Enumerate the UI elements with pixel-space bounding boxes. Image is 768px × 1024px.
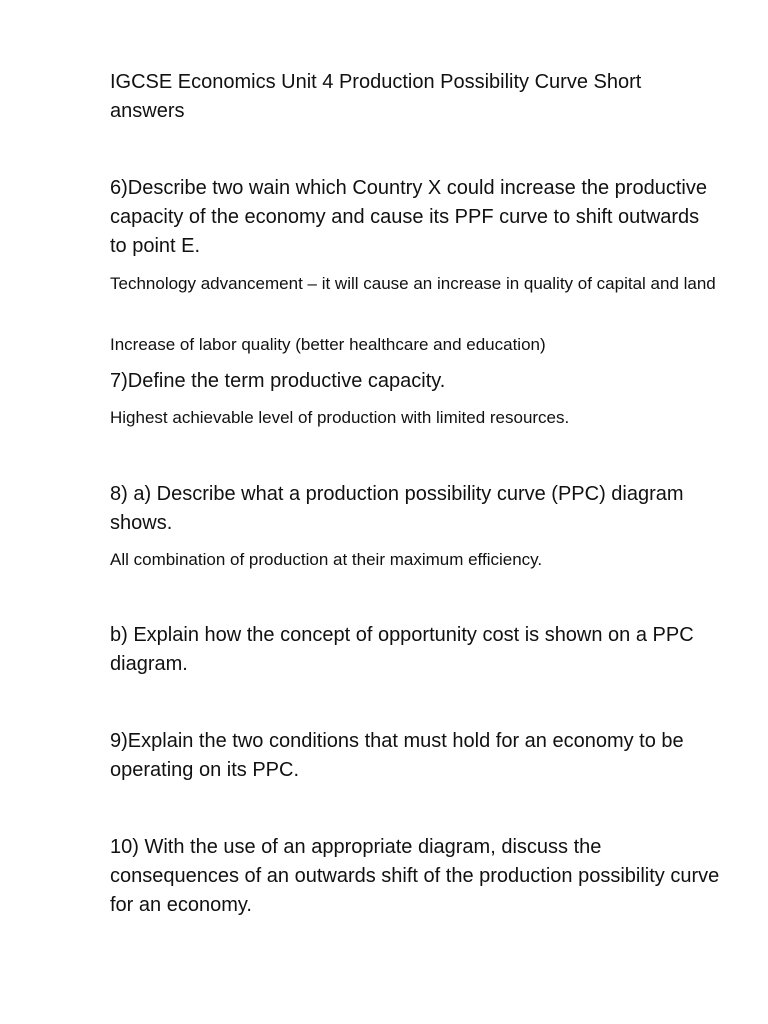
- answer-6-1: Technology advancement – it will cause an increase in quality of capital and land: [110, 274, 716, 293]
- question-9: 9)Explain the two conditions that must hold for an economy to be operating on its PPC.: [110, 730, 684, 781]
- answer-8a: All combination of production at their maximum efficiency.: [110, 550, 543, 569]
- question-6: 6)Describe two wain which Country X could increase the productive capacity of the economy and cause its PPF curve to shift outwards to point E.: [110, 177, 707, 257]
- question-7: 7)Define the term productive capacity.: [110, 370, 446, 392]
- question-10: 10) With the use of an appropriate diagram, discuss the consequences of an outwards shift of the production possibility curve for an economy.: [110, 836, 720, 916]
- question-8b: b) Explain how the concept of opportunity cost is shown on a PPC diagram.: [110, 624, 694, 675]
- question-8a: 8) a) Describe what a production possibility curve (PPC) diagram shows.: [110, 483, 684, 534]
- answer-6-2: Increase of labor quality (better healthcare and education): [110, 335, 546, 354]
- document-title: IGCSE Economics Unit 4 Production Possibility Curve Short answers: [110, 71, 642, 122]
- answer-7: Highest achievable level of production with limited resources.: [110, 408, 570, 427]
